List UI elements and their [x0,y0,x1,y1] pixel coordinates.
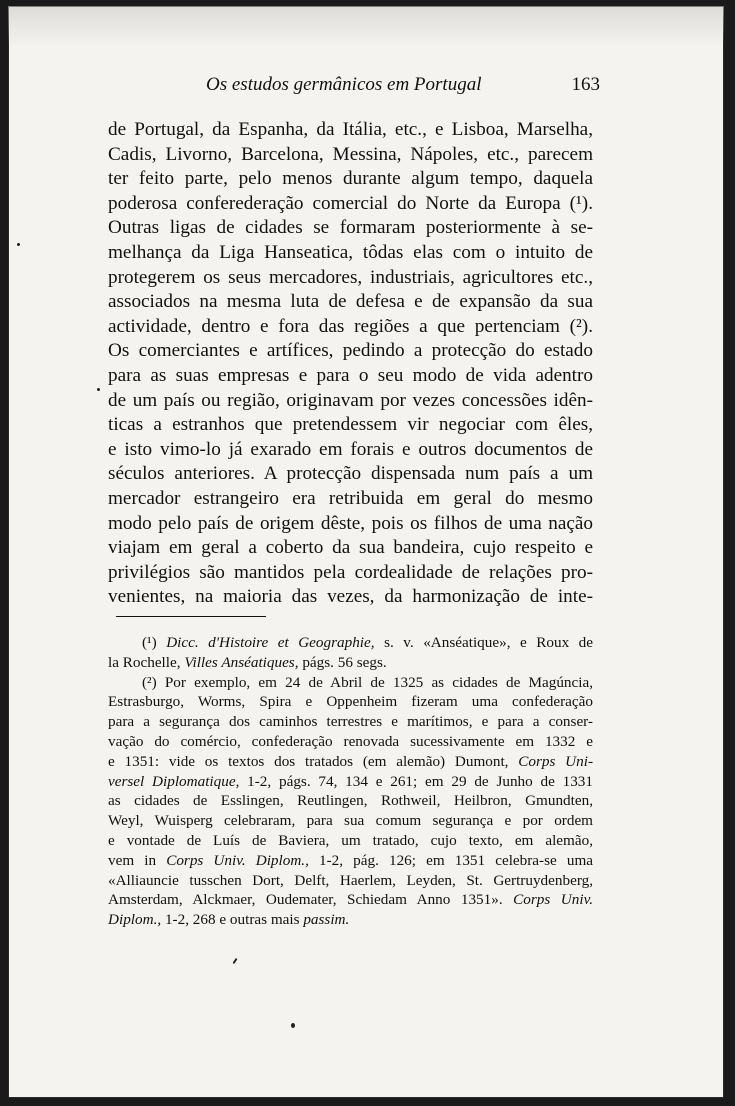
footnote-text: Por exemplo, em 24 de Abril de 1325 as cidades de Magúncia, [164,673,594,691]
footnote-divider [116,616,266,617]
text-line: viajam em geral a coberto da sua bandeira, cujo respeito e [108,537,593,559]
footnote-text: s. v. «Anséatique», e Roux de [384,634,594,651]
reference-title: Corps Uni- [518,752,593,770]
reference-title: Corps Univ. [513,891,593,909]
footnote-marker: (²) [142,673,157,691]
text-line: protegerem os seus mercadores, industriais, agricultores etc., [108,266,593,288]
text-line: ter feito parte, pelo menos durante algum tempo, daquela [108,168,593,190]
book-page [8,6,724,1098]
footnote-text: 1-2, 268 e outras mais [164,911,300,929]
footnote-text: vem in [108,851,157,869]
ink-speck [17,243,20,246]
text-line: privilégios são mantidos pela cordealidade de relações pro- [108,561,593,583]
ink-speck [291,1023,295,1028]
footnote-marker: (¹) [142,634,157,651]
reference-title: versel Diplomatique, [108,772,240,790]
footnote-text: 1-2, pág. 126; em 1351 celebra-se uma [319,851,594,869]
footnote-2-line: «Alliauncie tusschen Dort, Delft, Haerlem, Leyden, St. Gertruydenberg, [108,871,593,889]
text-line: melhança da Liga Hanseatica, tôdas elas com o intuito de [108,241,593,263]
text-line: Cadis, Livorno, Barcelona, Messina, Nápoles, etc., parecem [108,143,593,165]
footnote-2-line: para a segurança dos caminhos terrestres e marítimos, e para a conser- [108,713,593,731]
footnote-2-line: Weyl, Wuisperg celebraram, para sua comum segurança e por ordem [108,812,593,830]
footnote-text: 1-2, págs. 74, 134 e 261; em 29 de Junho de 1331 [247,772,593,790]
text-line: associados na mesma luta de defesa e de expansão da sua [108,291,593,313]
text-line: poderosa conferederação comercial do Norte da Europa (¹). [108,192,593,214]
reference-title: Villes Anséatiques, [184,653,299,671]
footnote-2-line [108,890,593,910]
text-line: de Portugal, da Espanha, da Itália, etc., e Lisboa, Marselha, [108,119,593,140]
footnote-text: e 1351: vide os textos dos tratados (em alemão) Dumont, [108,752,509,770]
page-number: 163 [571,74,600,95]
text-line: para as suas empresas e para o seu modo de vida adentro [108,364,593,386]
text-line: Outras ligas de cidades se formaram posteriormente à se- [108,217,593,239]
footnotes [108,633,593,930]
reference-title: Dicc. d'Histoire et Geographie, [166,634,375,651]
footnote-1-line [108,653,593,673]
text-line: mercador estrangeiro era retribuida em geral do mesmo [108,487,593,509]
footnote-2-line: Estrasburgo, Worms, Spira e Oppenheim fizeram uma confederação [108,693,593,711]
text-line: modo pelo país de origem dêste, pois os filhos de uma nação [108,512,593,534]
ink-speck [97,388,100,391]
footnote-2-line: e vontade de Luís de Baviera, um tratado, cujo texto, em alemão, [108,831,593,849]
text-line: Os comerciantes e artífices, pedindo a protecção do estado [108,340,593,362]
reference-title: Diplom., [108,911,162,929]
running-title: Os estudos germânicos em Portugal [206,74,482,95]
text-line: ticas a estranhos que pretendessem vir negociar com êles, [108,414,593,436]
footnote-text: la Rochelle, [108,653,181,671]
footnote-text: págs. 56 segs. [302,653,387,671]
main-text [108,118,593,610]
footnote-2-line [108,910,593,930]
footnote-2-line [108,752,593,772]
text-line: séculos anteriores. A protecção dispensada num país a um [108,463,593,485]
text-line: actividade, dentro e fora das regiões a que pertenciam (²). [108,315,593,337]
ink-speck [232,958,237,964]
reference-title: passim. [303,911,350,929]
text-line: venientes, na maioria das vezes, da harmonização de inte- [108,586,593,608]
footnote-2-line: vação do comércio, confederação renovada sucessivamente em 1332 e [108,732,593,750]
footnote-2-line [108,851,593,871]
footnote-2-line [108,673,593,693]
footnote-1-line [108,633,593,653]
text-line: e isto vimo-lo já exarado em forais e outros documentos de [108,438,593,460]
footnote-2-line: as cidades de Esslingen, Reutlingen, Rothweil, Heilbron, Gmundten, [108,792,593,810]
reference-title: Corps Univ. Diplom., [166,851,309,869]
text-line: de um país ou região, originavam por vezes concessões idên- [108,389,593,411]
footnote-text: Amsterdam, Alckmaer, Oudemater, Schiedam Anno 1351». [108,891,503,909]
footnote-2-line [108,772,593,792]
scan-shadow [8,6,724,46]
